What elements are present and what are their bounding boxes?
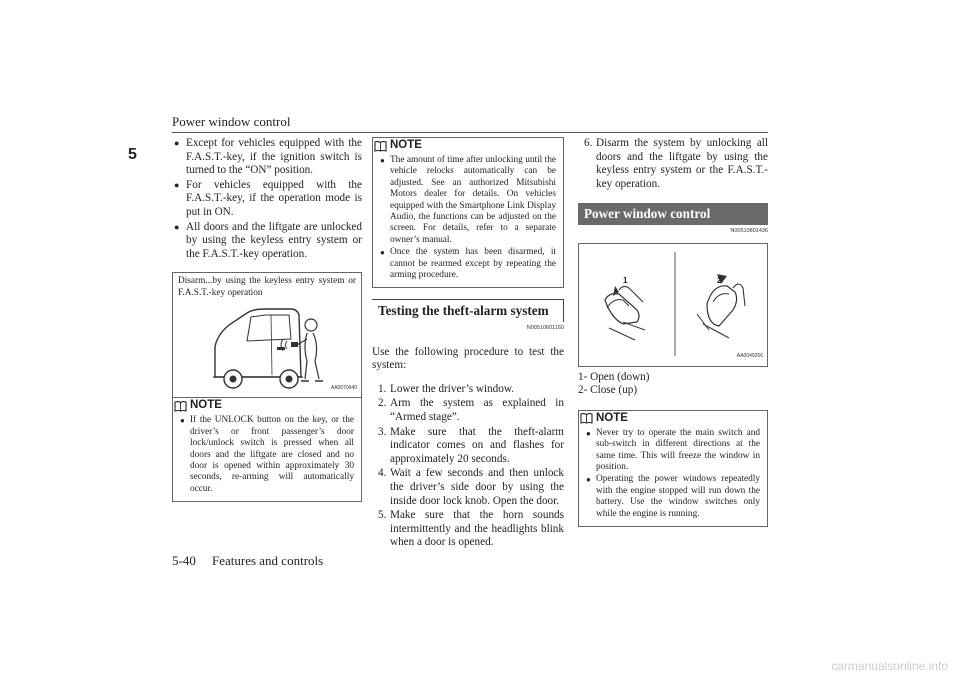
legend-number: 2- [578, 384, 588, 397]
note-label: NOTE [190, 399, 222, 412]
figure-id: AA0049266 [736, 352, 763, 359]
list-item [372, 467, 564, 508]
note-label: NOTE [390, 138, 422, 151]
column-1 [172, 137, 362, 502]
note-box [578, 410, 768, 527]
list-item: ● Once the system has been disarmed, it cannot be rearmed except by repeating the arming procedure. [380, 247, 556, 281]
footer-chapter-title: Features and controls [212, 553, 324, 568]
intro-paragraph: Use the following procedure to test the system: [372, 345, 564, 372]
list-item [578, 137, 768, 191]
column-2 [372, 137, 564, 551]
list-item [372, 383, 564, 397]
section-heading: Testing the theft-alarm system [372, 299, 564, 322]
figure-id: AA0070940 [330, 384, 357, 391]
list-item: ● If the UNLOCK button on the key, or the driver’s or front passenger’s door lock/unlock switch is pressed when all doors and the liftgate are closed and no door is opened within approximately 30 seconds, re-arming will automatically occur. [180, 415, 354, 495]
step-number: 5. [378, 509, 387, 522]
legend-text: Open (down) [590, 370, 650, 383]
disarm-figure [172, 272, 362, 398]
note-header [373, 138, 556, 153]
list-item: ● For vehicles equipped with the F.A.S.T.-key, if the operation mode is put in ON. [172, 179, 362, 220]
condition-list [172, 137, 362, 261]
callout-label-1: 1 [623, 275, 628, 285]
list-item: ● Except for vehicles equipped with the F.A.S.T.-key, if the ignition switch is turned to the “ON” position. [172, 137, 362, 178]
figure-legend [578, 371, 768, 398]
test-steps-continued [578, 137, 768, 191]
step-text: Lower the driver’s window. [390, 382, 514, 395]
chapter-tab: 5 [128, 146, 148, 166]
step-text: Make sure that the theft-alarm indicator comes on and flashes for approximately 20 seconds. [390, 425, 564, 465]
section-id: N00510601160 [526, 325, 564, 332]
step-number: 1. [378, 382, 387, 395]
note-icon [174, 400, 187, 412]
window-switch-figure [578, 243, 768, 367]
step-text: Wait a few seconds and then unlock the driver’s side door by using the inside door lock knob. Open the door. [390, 467, 564, 507]
note-header [579, 411, 760, 426]
legend-number: 1- [578, 370, 588, 383]
legend-text: Close (up) [590, 384, 638, 397]
test-steps [372, 383, 564, 550]
note-list [586, 428, 760, 520]
step-number: 4. [378, 467, 387, 480]
list-item: ● Never try to operate the main switch and sub-switch in different directions at the same time. This will freeze the window in position. [586, 428, 760, 474]
note-label: NOTE [596, 411, 628, 424]
legend-item [578, 384, 768, 398]
list-item: ● The amount of time after unlocking until the vehicle relocks automatically can be adjusted. See an authorized Mitsubishi Motors dealer for details. On vehicles equipped with the Smartphone Link Display Audio, the functions can be adjusted on the screen. For details, refer to a separate owner’s manual. [380, 155, 556, 246]
page-number: 5-40 [172, 553, 196, 568]
figure-caption: Disarm...by using the keyless entry system or F.A.S.T.-key operation [178, 276, 356, 298]
step-text: Disarm the system by unlocking all doors and the liftgate by using the keyless entry system or the F.A.S.T.-key operation. [596, 137, 768, 190]
note-icon [580, 412, 593, 424]
watermark: carmanualsonline.info [831, 659, 948, 673]
page-header-title: Power window control [172, 114, 291, 129]
note-box [172, 397, 362, 502]
car-disarm-illustration [173, 295, 361, 395]
step-text: Make sure that the horn sounds intermittently and the headlights blink when a door is opened. [390, 509, 564, 549]
list-item: ● Operating the power windows repeatedly with the engine stopped will run down the battery. Use the window switches only while the engine is running. [586, 474, 760, 520]
note-list [380, 155, 556, 281]
step-text: Arm the system as explained in “Armed stage”. [390, 397, 564, 424]
list-item [372, 426, 564, 467]
window-switch-illustration [579, 244, 767, 364]
step-number: 6. [584, 137, 593, 149]
section-id: N00510801436 [730, 227, 768, 234]
callout-label-2: 2 [717, 275, 722, 285]
column-3 [578, 137, 768, 527]
note-box [372, 137, 564, 288]
step-number: 3. [378, 425, 387, 438]
list-item [372, 397, 564, 424]
note-list [180, 415, 354, 495]
list-item [372, 509, 564, 550]
legend-item [578, 371, 768, 385]
list-item: ● All doors and the liftgate are unlocked by using the keyless entry system or the F.A.S.T.-key operation. [172, 221, 362, 262]
note-header [173, 398, 354, 413]
note-icon [374, 140, 387, 152]
header-rule [172, 132, 768, 133]
section-heading: Power window control [578, 203, 768, 225]
step-number: 2. [378, 397, 387, 410]
